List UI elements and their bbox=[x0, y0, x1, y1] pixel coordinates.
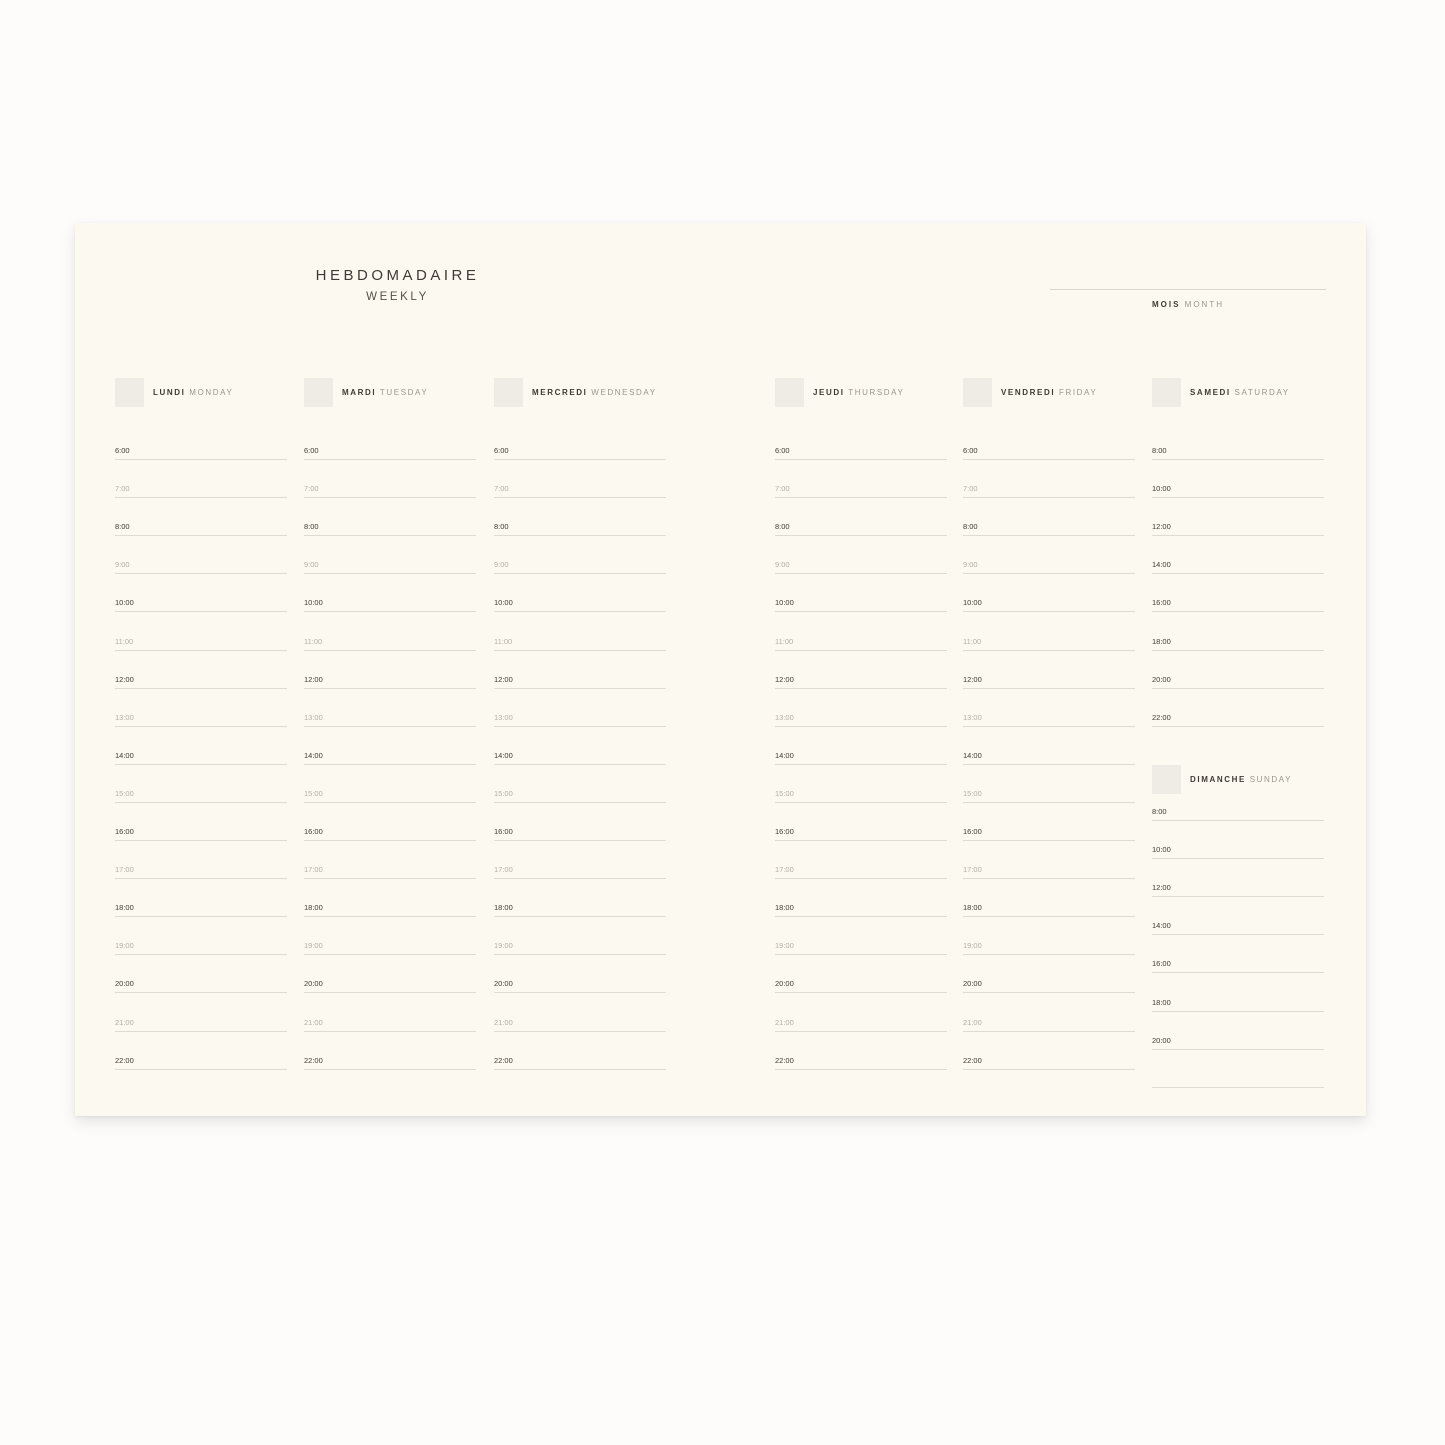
time-label: 16:00 bbox=[775, 827, 794, 836]
day-name-en: TUESDAY bbox=[376, 388, 429, 397]
time-label: 6:00 bbox=[115, 446, 130, 455]
time-slot[interactable] bbox=[304, 1055, 476, 1070]
time-slot[interactable] bbox=[1152, 1035, 1324, 1050]
time-slot[interactable] bbox=[115, 865, 287, 879]
time-label: 7:00 bbox=[494, 484, 509, 494]
time-slot[interactable] bbox=[494, 1055, 666, 1070]
time-slot[interactable] bbox=[963, 446, 1135, 460]
time-slot[interactable] bbox=[963, 865, 1135, 879]
time-slot[interactable] bbox=[494, 827, 666, 841]
time-slot[interactable] bbox=[304, 674, 476, 689]
day-name bbox=[813, 388, 904, 397]
time-label: 12:00 bbox=[1152, 883, 1171, 893]
time-label: 15:00 bbox=[115, 788, 134, 798]
time-label: 8:00 bbox=[1152, 446, 1167, 455]
time-slot[interactable] bbox=[115, 484, 287, 498]
time-slot[interactable] bbox=[115, 636, 287, 651]
time-label: 18:00 bbox=[775, 903, 794, 913]
time-label: 7:00 bbox=[304, 484, 319, 494]
time-label: 8:00 bbox=[963, 522, 978, 532]
time-slot[interactable] bbox=[494, 560, 666, 574]
time-slot[interactable] bbox=[1152, 997, 1324, 1012]
time-label: 10:00 bbox=[304, 598, 323, 608]
time-label: 17:00 bbox=[304, 865, 323, 875]
time-slot[interactable] bbox=[304, 788, 476, 803]
date-box[interactable] bbox=[963, 378, 992, 407]
day-name-fr: MARDI bbox=[342, 388, 377, 397]
day-name-en: SATURDAY bbox=[1230, 388, 1290, 397]
time-label: 16:00 bbox=[1152, 598, 1171, 608]
time-slot[interactable] bbox=[963, 941, 1135, 955]
time-slot[interactable] bbox=[1152, 446, 1324, 460]
day-name-en: FRIDAY bbox=[1055, 388, 1098, 397]
time-label: 21:00 bbox=[775, 1017, 794, 1027]
time-slot[interactable] bbox=[304, 712, 476, 727]
time-slot[interactable] bbox=[775, 446, 947, 460]
time-label: 22:00 bbox=[494, 1055, 513, 1065]
day-column-wednesday bbox=[494, 223, 666, 1116]
time-slot[interactable] bbox=[1152, 522, 1324, 536]
day-name bbox=[153, 388, 233, 397]
day-name-en: THURSDAY bbox=[844, 388, 905, 397]
time-slot[interactable] bbox=[304, 750, 476, 765]
time-slot[interactable] bbox=[304, 636, 476, 651]
time-slot[interactable] bbox=[494, 674, 666, 689]
time-label: 21:00 bbox=[304, 1017, 323, 1027]
time-label: 6:00 bbox=[775, 446, 790, 455]
time-label: 10:00 bbox=[494, 598, 513, 608]
time-label: 20:00 bbox=[1152, 674, 1171, 684]
time-label: 22:00 bbox=[115, 1055, 134, 1065]
day-header bbox=[775, 378, 947, 408]
time-slot[interactable] bbox=[304, 598, 476, 612]
time-label: 7:00 bbox=[115, 484, 130, 494]
time-label: 19:00 bbox=[304, 941, 323, 951]
day-name-fr: MERCREDI bbox=[532, 388, 588, 397]
time-slot[interactable] bbox=[304, 446, 476, 460]
time-slot[interactable] bbox=[775, 865, 947, 879]
time-slot[interactable] bbox=[775, 1055, 947, 1070]
time-slot[interactable] bbox=[304, 484, 476, 498]
time-label: 22:00 bbox=[304, 1055, 323, 1065]
time-slot[interactable] bbox=[963, 979, 1135, 993]
time-label: 11:00 bbox=[494, 636, 513, 646]
time-slot[interactable] bbox=[775, 827, 947, 841]
day-name-fr: LUNDI bbox=[153, 388, 186, 397]
time-label: 9:00 bbox=[963, 560, 978, 570]
time-label: 19:00 bbox=[494, 941, 513, 951]
time-slot[interactable] bbox=[115, 903, 287, 917]
day-name-en: MONDAY bbox=[185, 388, 234, 397]
time-label: 13:00 bbox=[494, 712, 513, 722]
time-slot[interactable] bbox=[1152, 959, 1324, 973]
time-label: 21:00 bbox=[494, 1017, 513, 1027]
time-slot[interactable] bbox=[494, 446, 666, 460]
time-slot[interactable] bbox=[775, 712, 947, 727]
time-slot[interactable] bbox=[1152, 845, 1324, 859]
month-label-en: MONTH bbox=[1184, 300, 1224, 309]
time-label: 10:00 bbox=[963, 598, 982, 608]
time-slot[interactable] bbox=[494, 865, 666, 879]
time-slot[interactable] bbox=[115, 446, 287, 460]
time-slot[interactable] bbox=[115, 941, 287, 955]
time-label: 21:00 bbox=[963, 1017, 982, 1027]
time-slot[interactable] bbox=[963, 484, 1135, 498]
time-slot[interactable] bbox=[963, 1017, 1135, 1032]
time-label: 10:00 bbox=[1152, 484, 1171, 494]
time-slot[interactable] bbox=[115, 1055, 287, 1070]
time-label: 16:00 bbox=[494, 827, 513, 836]
time-slot[interactable] bbox=[304, 865, 476, 879]
time-slot[interactable] bbox=[304, 1017, 476, 1032]
page-subtitle: WEEKLY bbox=[366, 291, 429, 303]
time-label: 21:00 bbox=[115, 1017, 134, 1027]
time-label: 18:00 bbox=[494, 903, 513, 913]
time-slot[interactable] bbox=[963, 788, 1135, 803]
time-slot[interactable] bbox=[963, 712, 1135, 727]
weekend-column bbox=[1152, 223, 1324, 1116]
time-slot[interactable] bbox=[775, 560, 947, 574]
time-label: 13:00 bbox=[304, 712, 323, 722]
time-label: 9:00 bbox=[304, 560, 319, 570]
time-slot[interactable] bbox=[775, 750, 947, 765]
time-label: 22:00 bbox=[775, 1055, 794, 1065]
time-label: 17:00 bbox=[963, 865, 982, 875]
date-box[interactable] bbox=[1152, 378, 1181, 407]
time-label: 14:00 bbox=[1152, 560, 1171, 570]
time-slot[interactable] bbox=[775, 903, 947, 917]
time-label: 20:00 bbox=[963, 979, 982, 989]
time-label: 8:00 bbox=[304, 522, 319, 532]
time-label: 20:00 bbox=[115, 979, 134, 989]
day-name bbox=[532, 388, 657, 397]
time-label: 13:00 bbox=[775, 712, 794, 722]
time-label: 7:00 bbox=[775, 484, 790, 494]
time-slot[interactable] bbox=[115, 560, 287, 574]
time-label: 8:00 bbox=[494, 522, 509, 532]
time-label: 14:00 bbox=[775, 750, 794, 760]
time-label: 12:00 bbox=[304, 674, 323, 684]
time-label: 18:00 bbox=[1152, 636, 1171, 646]
time-slot[interactable] bbox=[963, 1055, 1135, 1070]
time-slot[interactable] bbox=[775, 674, 947, 689]
time-slot[interactable] bbox=[494, 979, 666, 993]
day-name-fr: JEUDI bbox=[813, 388, 845, 397]
time-slot[interactable] bbox=[963, 674, 1135, 689]
date-box[interactable] bbox=[494, 378, 523, 407]
time-label: 20:00 bbox=[304, 979, 323, 989]
time-label: 6:00 bbox=[963, 446, 978, 455]
day-header bbox=[115, 378, 287, 408]
time-label: 14:00 bbox=[494, 750, 513, 760]
date-box[interactable] bbox=[115, 378, 144, 407]
time-label: 9:00 bbox=[115, 560, 130, 570]
time-label: 20:00 bbox=[494, 979, 513, 989]
time-slot[interactable] bbox=[115, 522, 287, 536]
time-label: 14:00 bbox=[963, 750, 982, 760]
time-slot[interactable] bbox=[1152, 674, 1324, 689]
time-slot[interactable] bbox=[775, 636, 947, 651]
time-slot[interactable] bbox=[304, 560, 476, 574]
time-slot[interactable] bbox=[494, 712, 666, 727]
time-label: 14:00 bbox=[115, 750, 134, 760]
time-slot[interactable] bbox=[1152, 921, 1324, 935]
time-slot[interactable] bbox=[963, 560, 1135, 574]
time-slot[interactable] bbox=[494, 484, 666, 498]
time-slot[interactable] bbox=[115, 788, 287, 803]
time-slot[interactable] bbox=[775, 1017, 947, 1032]
time-label: 8:00 bbox=[115, 522, 130, 532]
day-name-fr: SAMEDI bbox=[1190, 388, 1231, 397]
planner-sheet bbox=[75, 223, 1366, 1116]
time-slot[interactable] bbox=[775, 598, 947, 612]
time-label: 18:00 bbox=[1152, 997, 1171, 1007]
time-slot[interactable] bbox=[1152, 560, 1324, 574]
time-slot[interactable] bbox=[494, 598, 666, 612]
time-slot[interactable] bbox=[1152, 807, 1324, 821]
time-label: 16:00 bbox=[963, 827, 982, 836]
time-label: 9:00 bbox=[775, 560, 790, 570]
day-name-fr: DIMANCHE bbox=[1190, 775, 1246, 784]
day-column-thursday bbox=[775, 223, 947, 1116]
time-label: 19:00 bbox=[775, 941, 794, 951]
time-slot[interactable] bbox=[304, 827, 476, 841]
time-slot[interactable] bbox=[963, 903, 1135, 917]
time-label: 12:00 bbox=[115, 674, 134, 684]
time-slot[interactable] bbox=[494, 636, 666, 651]
time-label: 6:00 bbox=[494, 446, 509, 455]
date-box[interactable] bbox=[775, 378, 804, 407]
time-label: 12:00 bbox=[494, 674, 513, 684]
day-name bbox=[1001, 388, 1097, 397]
day-header bbox=[1152, 378, 1324, 408]
month-label-fr: MOIS bbox=[1151, 300, 1181, 309]
day-name bbox=[342, 388, 428, 397]
time-slot[interactable] bbox=[115, 750, 287, 765]
time-label: 15:00 bbox=[494, 788, 513, 798]
time-label: 10:00 bbox=[115, 598, 134, 608]
time-slot[interactable] bbox=[115, 1017, 287, 1032]
time-slot[interactable] bbox=[963, 636, 1135, 651]
time-slot[interactable] bbox=[1152, 636, 1324, 651]
time-label: 10:00 bbox=[1152, 845, 1171, 855]
time-slot[interactable] bbox=[115, 674, 287, 689]
time-slot[interactable] bbox=[775, 522, 947, 536]
time-slot[interactable] bbox=[775, 941, 947, 955]
time-label: 17:00 bbox=[115, 865, 134, 875]
time-slot[interactable] bbox=[963, 827, 1135, 841]
time-label: 13:00 bbox=[963, 712, 982, 722]
time-label: 16:00 bbox=[1152, 959, 1171, 969]
time-label: 8:00 bbox=[1152, 807, 1167, 816]
time-label: 19:00 bbox=[115, 941, 134, 951]
time-slot[interactable] bbox=[115, 827, 287, 841]
time-slot[interactable] bbox=[1152, 598, 1324, 612]
time-label: 19:00 bbox=[963, 941, 982, 951]
time-label: 12:00 bbox=[775, 674, 794, 684]
time-label: 16:00 bbox=[304, 827, 323, 836]
time-slot[interactable] bbox=[963, 522, 1135, 536]
time-label: 17:00 bbox=[494, 865, 513, 875]
time-slot[interactable] bbox=[494, 522, 666, 536]
day-header bbox=[494, 378, 666, 408]
time-slot[interactable] bbox=[115, 598, 287, 612]
day-name-en: SUNDAY bbox=[1245, 775, 1293, 784]
day-header bbox=[963, 378, 1135, 408]
time-label: 12:00 bbox=[1152, 522, 1171, 532]
time-slot[interactable] bbox=[494, 903, 666, 917]
time-slot[interactable] bbox=[115, 712, 287, 727]
time-label: 13:00 bbox=[115, 712, 134, 722]
time-label: 18:00 bbox=[115, 903, 134, 913]
time-label: 22:00 bbox=[963, 1055, 982, 1065]
time-label: 7:00 bbox=[963, 484, 978, 494]
time-label: 22:00 bbox=[1152, 712, 1171, 722]
page-title: HEBDOMADAIRE bbox=[315, 267, 480, 284]
time-slot[interactable] bbox=[494, 1017, 666, 1032]
time-slot[interactable] bbox=[494, 788, 666, 803]
time-slot[interactable] bbox=[494, 941, 666, 955]
time-label: 12:00 bbox=[963, 674, 982, 684]
time-slot[interactable] bbox=[1152, 712, 1324, 727]
time-label: 14:00 bbox=[1152, 921, 1171, 931]
time-label: 10:00 bbox=[775, 598, 794, 608]
time-label: 11:00 bbox=[775, 636, 794, 646]
time-label: 11:00 bbox=[115, 636, 134, 646]
day-column-monday bbox=[115, 223, 287, 1116]
time-label: 11:00 bbox=[304, 636, 323, 646]
time-label: 20:00 bbox=[775, 979, 794, 989]
time-slot[interactable] bbox=[775, 484, 947, 498]
time-slot[interactable] bbox=[1152, 484, 1324, 498]
time-slot[interactable] bbox=[775, 788, 947, 803]
time-slot[interactable] bbox=[304, 979, 476, 993]
time-label: 8:00 bbox=[775, 522, 790, 532]
time-label: 15:00 bbox=[963, 788, 982, 798]
time-slot[interactable] bbox=[1152, 883, 1324, 897]
day-name bbox=[1190, 388, 1290, 397]
time-label: 15:00 bbox=[775, 788, 794, 798]
time-slot[interactable] bbox=[304, 522, 476, 536]
time-label: 6:00 bbox=[304, 446, 319, 455]
time-slot[interactable] bbox=[115, 979, 287, 993]
time-slot-blank[interactable] bbox=[1152, 1077, 1324, 1088]
day-name-fr: VENDREDI bbox=[1001, 388, 1056, 397]
day-name-en: WEDNESDAY bbox=[587, 388, 657, 397]
day-header bbox=[304, 378, 476, 408]
time-slot[interactable] bbox=[963, 750, 1135, 765]
time-label: 11:00 bbox=[963, 636, 982, 646]
day-column-tuesday bbox=[304, 223, 476, 1116]
time-label: 18:00 bbox=[304, 903, 323, 913]
date-box[interactable] bbox=[304, 378, 333, 407]
time-slot[interactable] bbox=[963, 598, 1135, 612]
time-slot[interactable] bbox=[304, 941, 476, 955]
day-column-friday bbox=[963, 223, 1135, 1116]
time-label: 9:00 bbox=[494, 560, 509, 570]
time-label: 17:00 bbox=[775, 865, 794, 875]
time-label: 14:00 bbox=[304, 750, 323, 760]
time-label: 20:00 bbox=[1152, 1035, 1171, 1045]
time-label: 18:00 bbox=[963, 903, 982, 913]
time-slot[interactable] bbox=[775, 979, 947, 993]
time-slot[interactable] bbox=[494, 750, 666, 765]
time-label: 15:00 bbox=[304, 788, 323, 798]
date-box[interactable] bbox=[1152, 765, 1181, 794]
day-header bbox=[1152, 765, 1324, 795]
time-label: 16:00 bbox=[115, 827, 134, 836]
day-name bbox=[1190, 775, 1292, 784]
time-slot[interactable] bbox=[304, 903, 476, 917]
